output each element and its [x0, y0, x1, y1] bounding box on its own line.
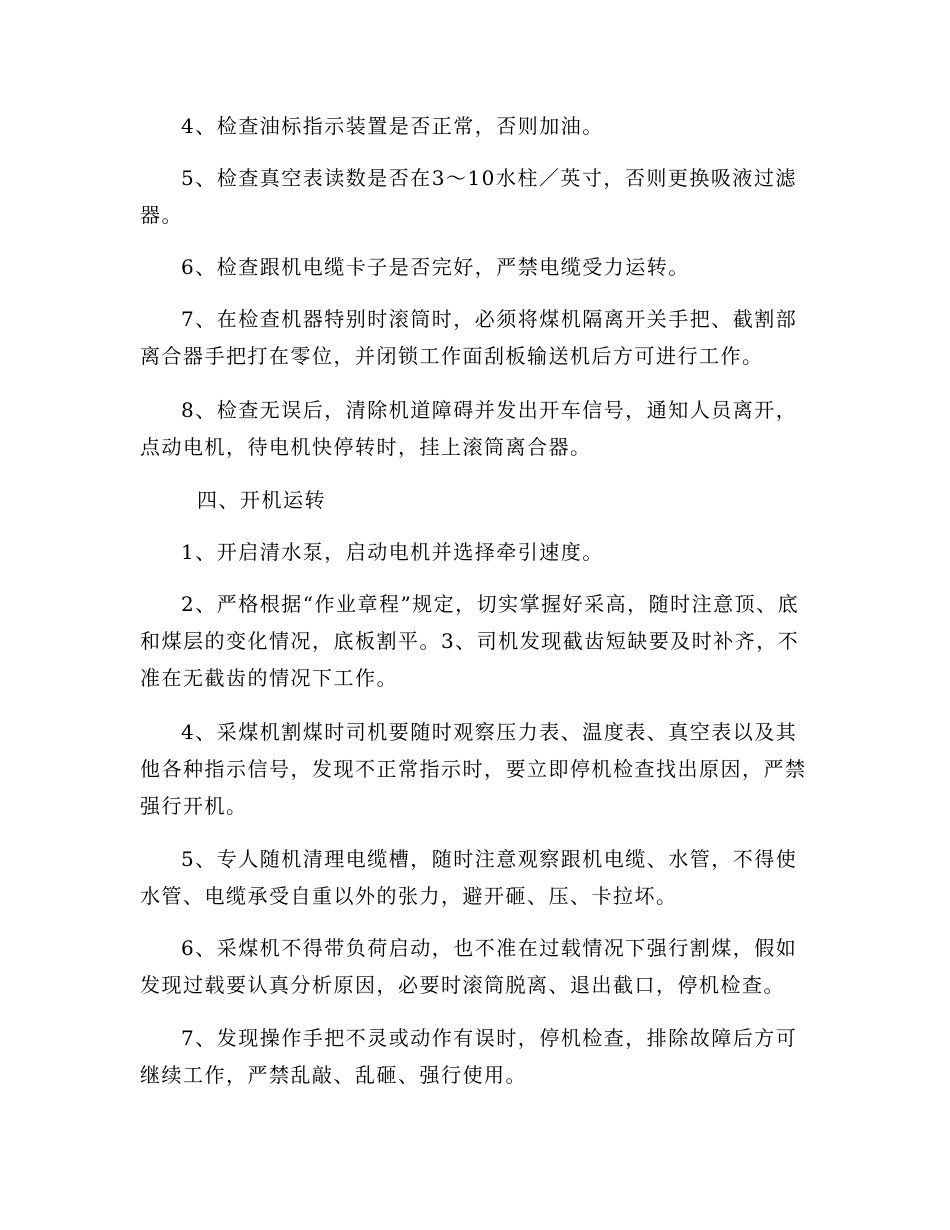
- paragraph-cable-trough-cleaning: 5、专人随机清理电缆槽，随时注意观察跟机电缆、水管，不得使水管、电缆承受自重以外的张力，避开砸、压、卡拉坏。: [140, 847, 798, 908]
- section-heading-start-operation: 四、开机运转: [197, 488, 326, 512]
- paragraph-no-load-start: 6、采煤机不得带负荷启动，也不准在过载情况下强行割煤，假如发现过载要认真分析原因，必要时滚筒脱离、退出截口，停机检查。: [140, 936, 798, 997]
- paragraph-start-water-pump: 1、开启清水泵，启动电机并选择牵引速度。: [181, 540, 604, 564]
- paragraph-cable-clamp-check: 6、检查跟机电缆卡子是否完好，严禁电缆受力运转。: [181, 255, 690, 279]
- paragraph-drum-inspection-lockout: 7、在检查机器特别时滚筒时，必须将煤机隔离开关手把、截割部离合器手把打在零位，并闭锁工作面刮板输送机后方可进行工作。: [140, 307, 798, 368]
- paragraph-clear-and-start-signal: 8、检查无误后，清除机道障碍并发出开车信号，通知人员离开，点动电机，待电机快停转时，挂上滚筒离合器。: [140, 398, 798, 459]
- paragraph-vacuum-gauge-check: 5、检查真空表读数是否在3～10水柱／英寸，否则更换吸液过滤器。: [140, 166, 797, 227]
- paragraph-control-handle-fault: 7、发现操作手把不灵或动作有误时，停机检查，排除故障后方可继续工作，严禁乱敲、乱砸、强行使用。: [140, 1026, 798, 1087]
- paragraph-oil-gauge-check: 4、检查油标指示装置是否正常，否则加油。: [181, 114, 604, 138]
- paragraph-monitor-gauges: 4、采煤机割煤时司机要随时观察压力表、温度表、真空表以及其他各种指示信号，发现不正常指示时，要立即停机检查找出原因，严禁强行开机。: [140, 720, 807, 818]
- paragraph-cutting-height-and-picks: 2、严格根据“作业章程”规定，切实掌握好采高，随时注意顶、底和煤层的变化情况，底板割平。3、司机发现截齿短缺要及时补齐，不准在无截齿的情况下工作。: [140, 592, 800, 690]
